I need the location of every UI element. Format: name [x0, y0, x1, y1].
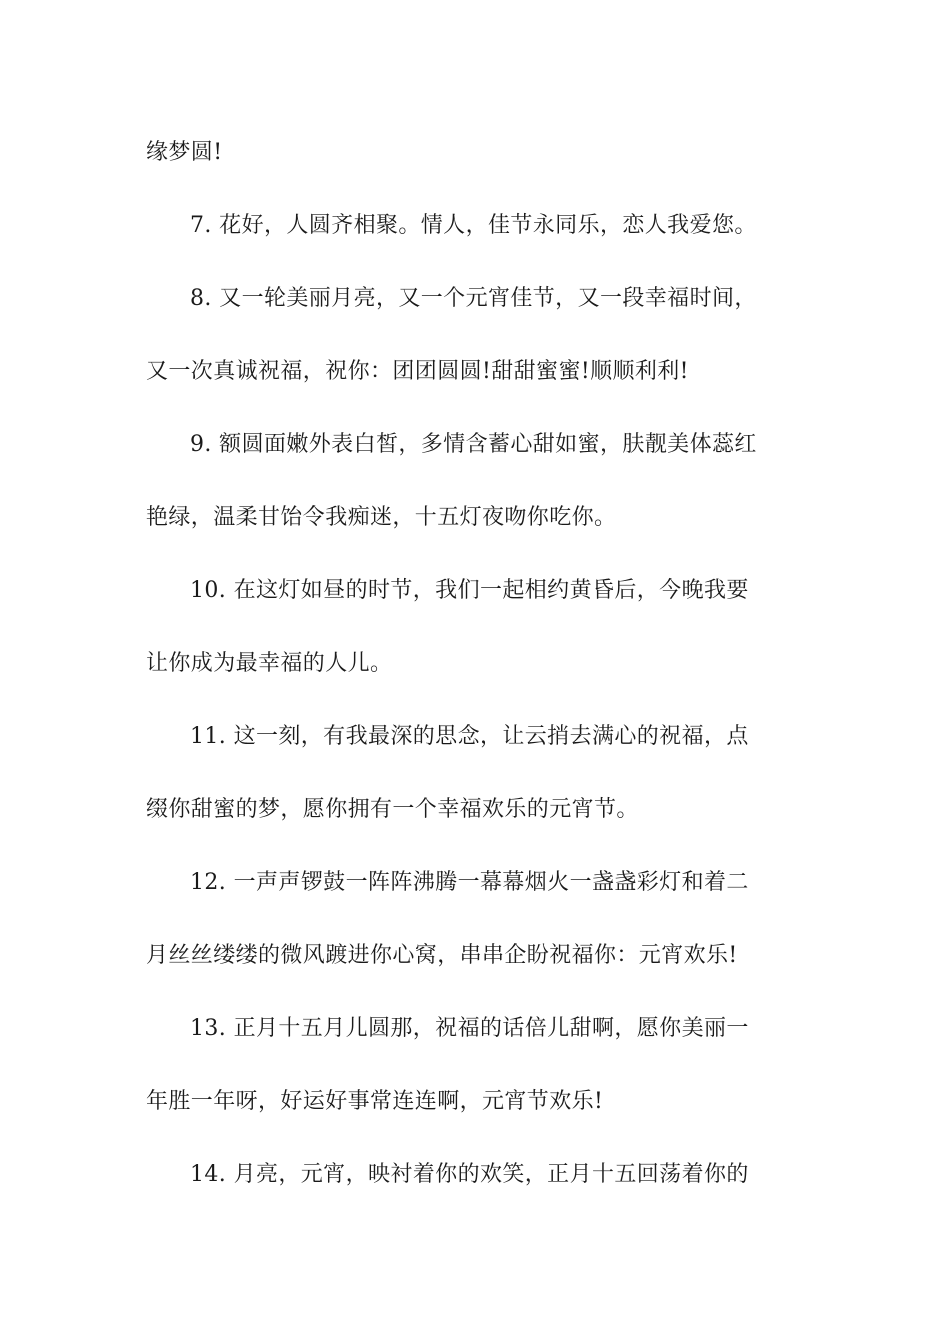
text-line: 7. 花好，人圆齐相聚。情人，佳节永同乐，恋人我爱您。	[190, 213, 757, 238]
text-line: 14. 月亮，元宵，映衬着你的欢笑，正月十五回荡着你的	[190, 1162, 749, 1187]
text-line: 8. 又一轮美丽月亮，又一个元宵佳节，又一段幸福时间，	[190, 286, 757, 311]
text-line: 又一次真诚祝福，祝你：团团圆圆!甜甜蜜蜜!顺顺利利!	[146, 359, 689, 384]
text-line: 月丝丝缕缕的微风踱进你心窝，串串企盼祝福你：元宵欢乐!	[146, 943, 738, 968]
text-line: 缘梦圆!	[146, 140, 223, 165]
text-line: 让你成为最幸福的人儿。	[146, 651, 393, 676]
text-line: 12. 一声声锣鼓一阵阵沸腾一幕幕烟火一盏盏彩灯和着二	[190, 870, 749, 895]
text-line: 艳绿，温柔甘饴令我痴迷，十五灯夜吻你吃你。	[146, 505, 617, 530]
text-line: 缀你甜蜜的梦，愿你拥有一个幸福欢乐的元宵节。	[146, 797, 639, 822]
text-line: 10. 在这灯如昼的时节，我们一起相约黄昏后，今晚我要	[190, 578, 749, 603]
text-line: 13. 正月十五月儿圆那，祝福的话倍儿甜啊，愿你美丽一	[190, 1016, 749, 1041]
text-line: 11. 这一刻，有我最深的思念，让云捎去满心的祝福，点	[190, 724, 749, 749]
text-line: 年胜一年呀，好运好事常连连啊，元宵节欢乐!	[146, 1089, 604, 1114]
text-line: 9. 额圆面嫩外表白皙，多情含蓄心甜如蜜，肤靓美体蕊红	[190, 432, 757, 457]
